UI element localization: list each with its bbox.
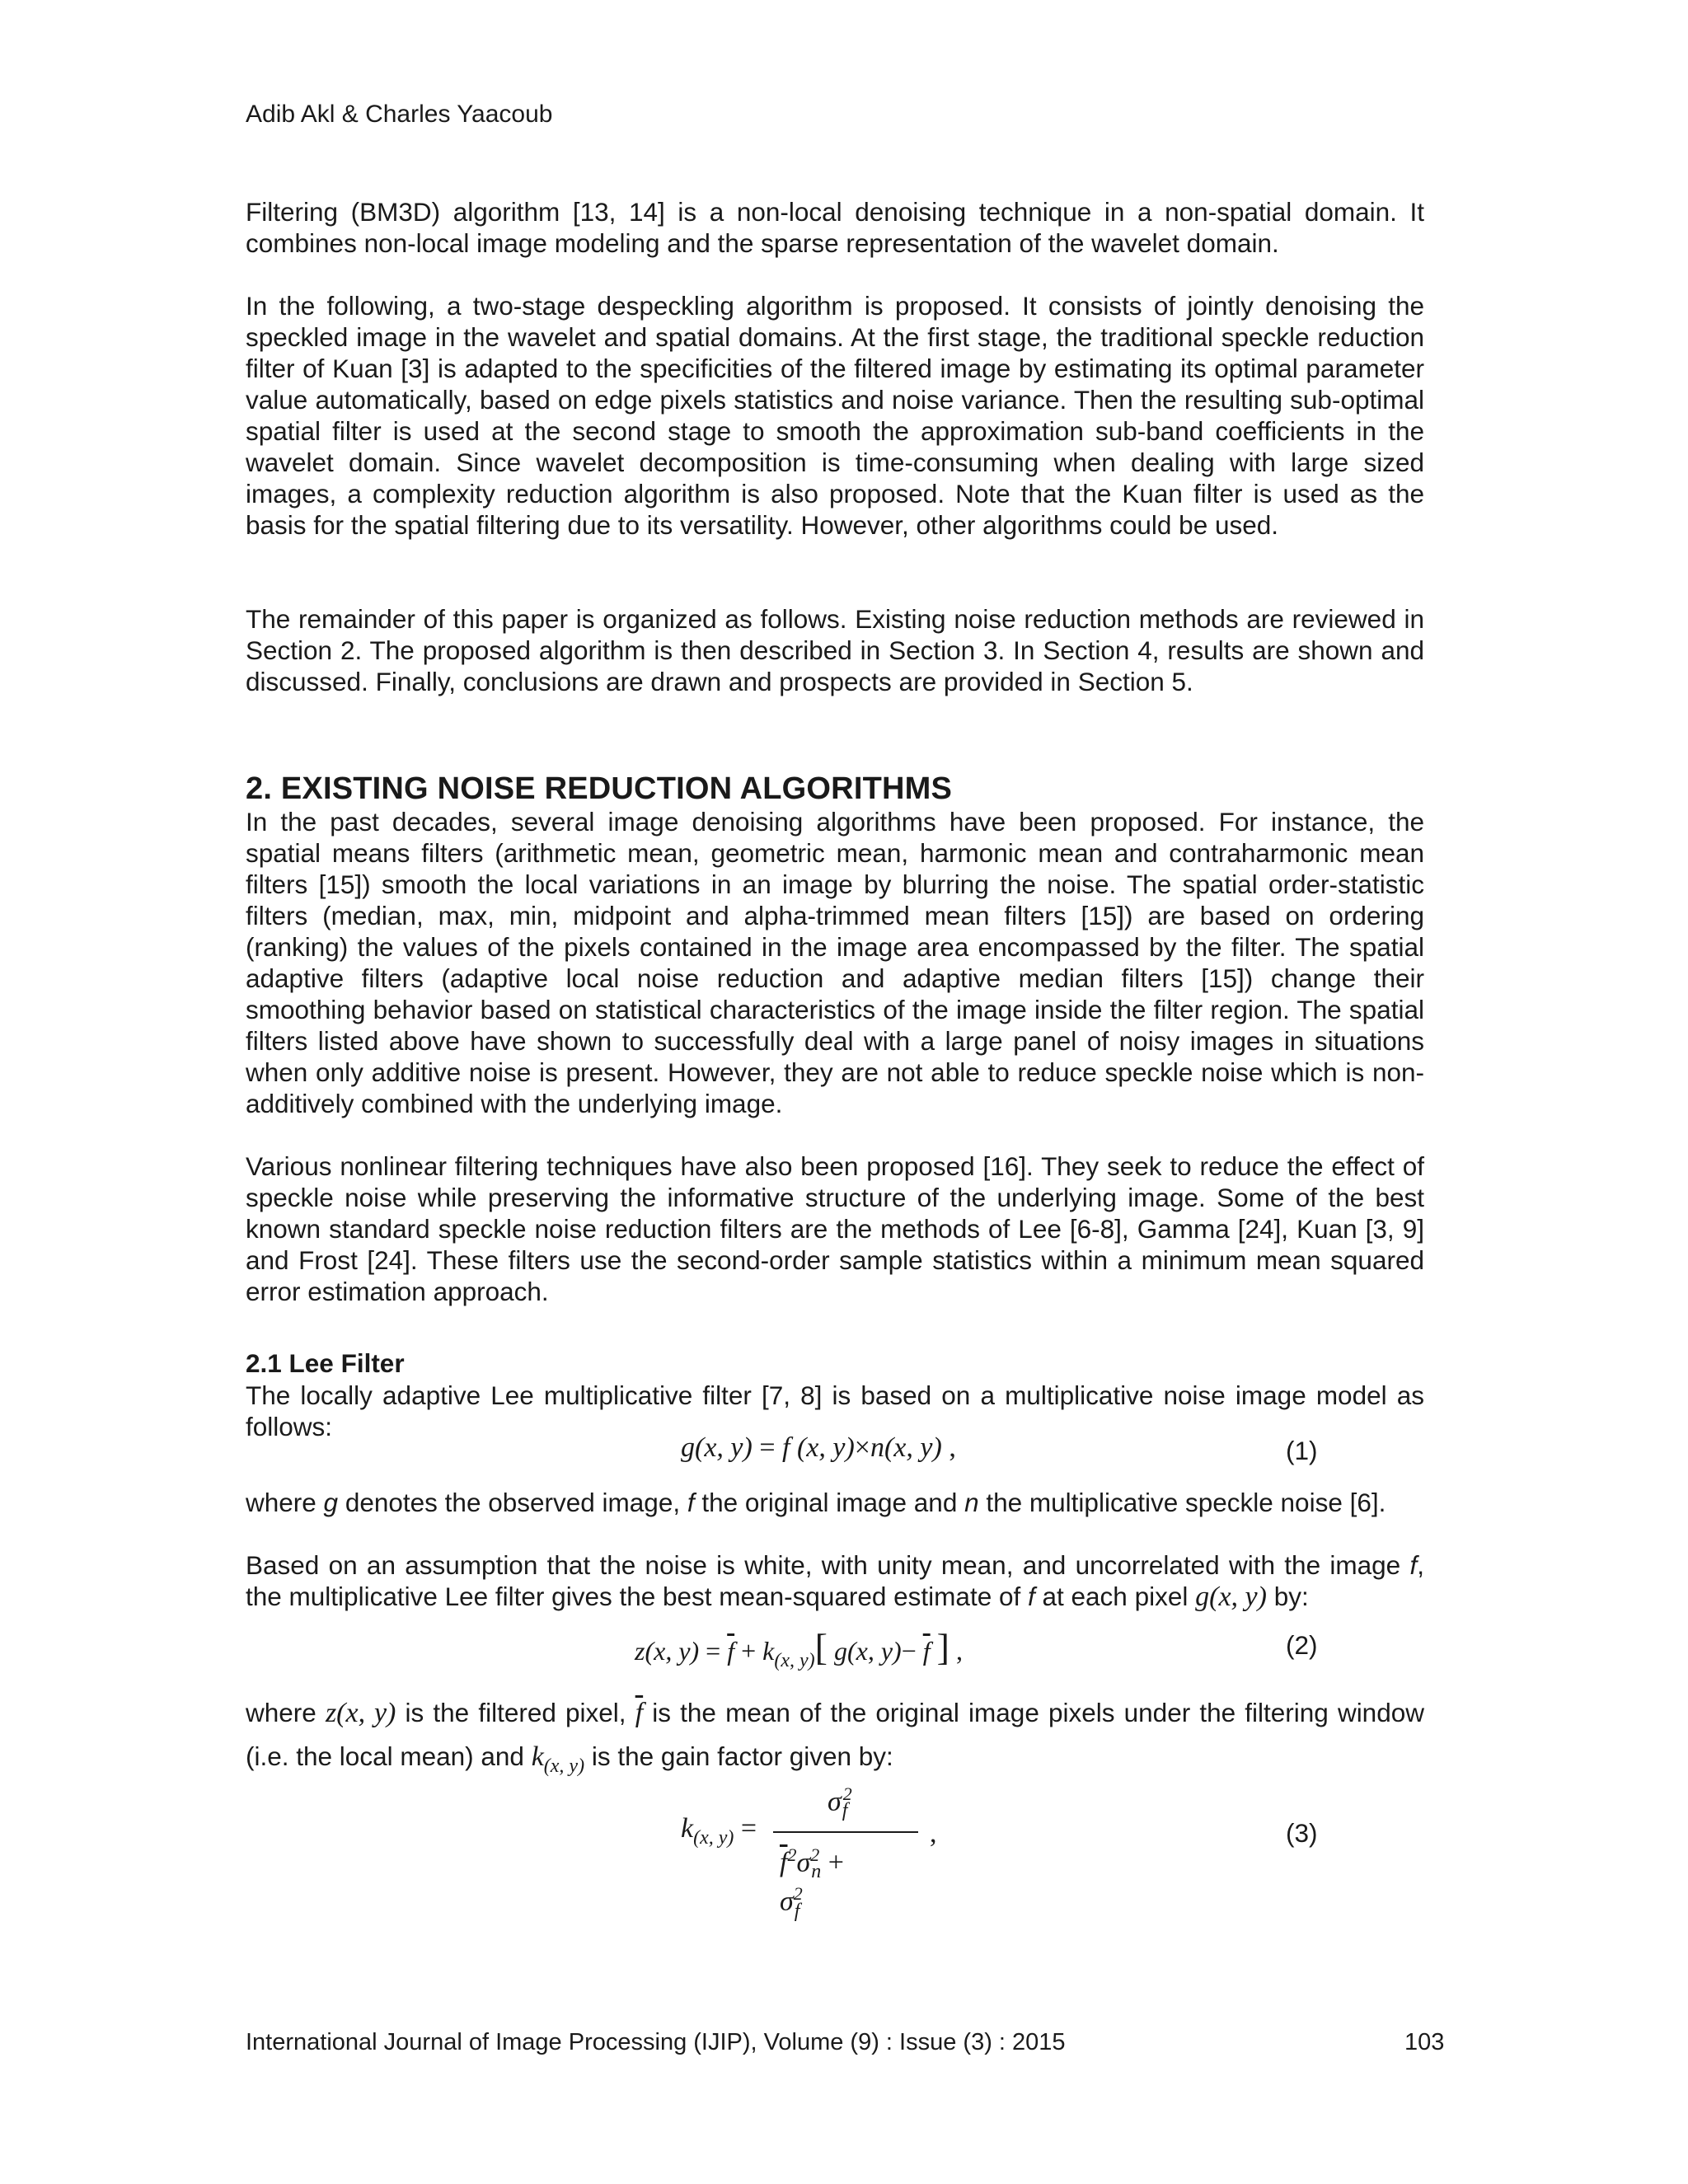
page-number: 103 xyxy=(1404,2029,1445,2055)
equation-3-denominator: $\overline{f}^2\sigma^2_n + \sigma^2_f$ xyxy=(780,1844,844,1922)
equation-1-number: (1) xyxy=(1286,1436,1318,1465)
subsection-2-1-heading: 2.1 Lee Filter xyxy=(246,1348,405,1378)
lee-gain-paragraph: where z(x, y) is the filtered pixel, $\overline{f}$ is the mean of the original image pixels under the filtering window (i.e. the local mean) and $k_{(x, y)}$ is the gain factor given by: xyxy=(246,1698,1424,1777)
equation-3-numerator: $\sigma^2_f$ xyxy=(828,1783,852,1822)
lee-intro-paragraph: The locally adaptive Lee multiplicative filter [7, 8] is based on a multiplicative noise image model as follows: xyxy=(246,1380,1424,1441)
equation-1: g(x, y) = f (x, y)×n(x, y) , xyxy=(681,1432,956,1463)
equation-2: z(x, $y) = \overline{f} + k_{(x, y)}$[ g(x, $y)- \overline{f}$ ] , xyxy=(635,1626,963,1671)
section-2-paragraph-1: In the past decades, several image denoising algorithms have been proposed. For instance, the spatial means filters (arithmetic mean, geometric mean, harmonic mean and contraharmonic mean filters [15]) smooth the local variations in an image by blurring the noise. The spatial order-statistic filters (median, max, min, midpoint and alpha-trimmed mean filters [15]) are based on ordering (ranking) the values of the pixels contained in the image area encompassed by the filter. The spatial adaptive filters (adaptive local noise reduction and adaptive median filters [15]) change their smoothing behavior based on statistical characteristics of the image inside the filter region. The spatial filters listed above have shown to successfully deal with a large panel of noisy images in situations when only additive noise is present. However, they are not able to reduce speckle noise which is non-additively combined with the underlying image. xyxy=(246,807,1424,1118)
equation-3-comma: , xyxy=(930,1818,937,1849)
section-2-heading: 2. EXISTING NOISE REDUCTION ALGORITHMS xyxy=(246,771,953,806)
intro-paragraph-2: In the following, a two-stage despeckling algorithm is proposed. It consists of jointly denoising the speckled image in the wavelet and spatial domains. At the first stage, the traditional speckle reduction filter of Kuan [3] is adapted to the specificities of the filtered image by estimating its optimal parameter value automatically, based on edge pixels statistics and noise variance. Then the resulting sub-optimal spatial filter is used at the second stage to smooth the approximation sub-band coefficients in the wavelet domain. Since wavelet decomposition is time-consuming when dealing with large sized images, a complexity reduction algorithm is also proposed. Note that the Kuan filter is used as the basis for the spatial filtering due to its versatility. However, other algorithms could be used. xyxy=(246,291,1424,540)
intro-paragraph-3: The remainder of this paper is organized as follows. Existing noise reduction methods are reviewed in Section 2. The proposed algorithm is then described in Section 3. In Section 4, results are shown and discussed. Finally, conclusions are drawn and prospects are provided in Section 5. xyxy=(246,604,1424,696)
equation-3-fraction-bar xyxy=(773,1831,918,1833)
section-2-paragraph-2: Various nonlinear filtering techniques have also been proposed [16]. They seek to reduce the effect of speckle noise while preserving the informative structure of the underlying image. Some of the best known standard speckle noise reduction filters are the methods of Lee [6-8], Gamma [24], Kuan [3, 9] and Frost [24]. These filters use the second-order sample statistics within a minimum mean squared error estimation approach. xyxy=(246,1151,1424,1306)
running-head-authors: Adib Akl & Charles Yaacoub xyxy=(246,101,553,128)
equation-2-number: (2) xyxy=(1286,1630,1318,1660)
equation-3-lhs: $k_{(x, y)}$ = xyxy=(681,1813,757,1849)
equation-3-number: (3) xyxy=(1286,1818,1318,1848)
footer-journal: International Journal of Image Processing (IJIP), Volume (9) : Issue (3) : 2015 xyxy=(246,2029,1066,2055)
lee-assumption-paragraph: Based on an assumption that the noise is white, with unity mean, and uncorrelated with the image f, the multiplicative Lee filter gives the best mean-squared estimate of f at each pixel g(x, y) by: xyxy=(246,1550,1424,1612)
intro-paragraph-1: Filtering (BM3D) algorithm [13, 14] is a non-local denoising technique in a non-spatial domain. It combines non-local image modeling and the sparse representation of the wavelet domain. xyxy=(246,197,1424,258)
lee-where-paragraph: where g denotes the observed image, f the original image and n the multiplicative speckle noise [6]. xyxy=(246,1488,1386,1517)
